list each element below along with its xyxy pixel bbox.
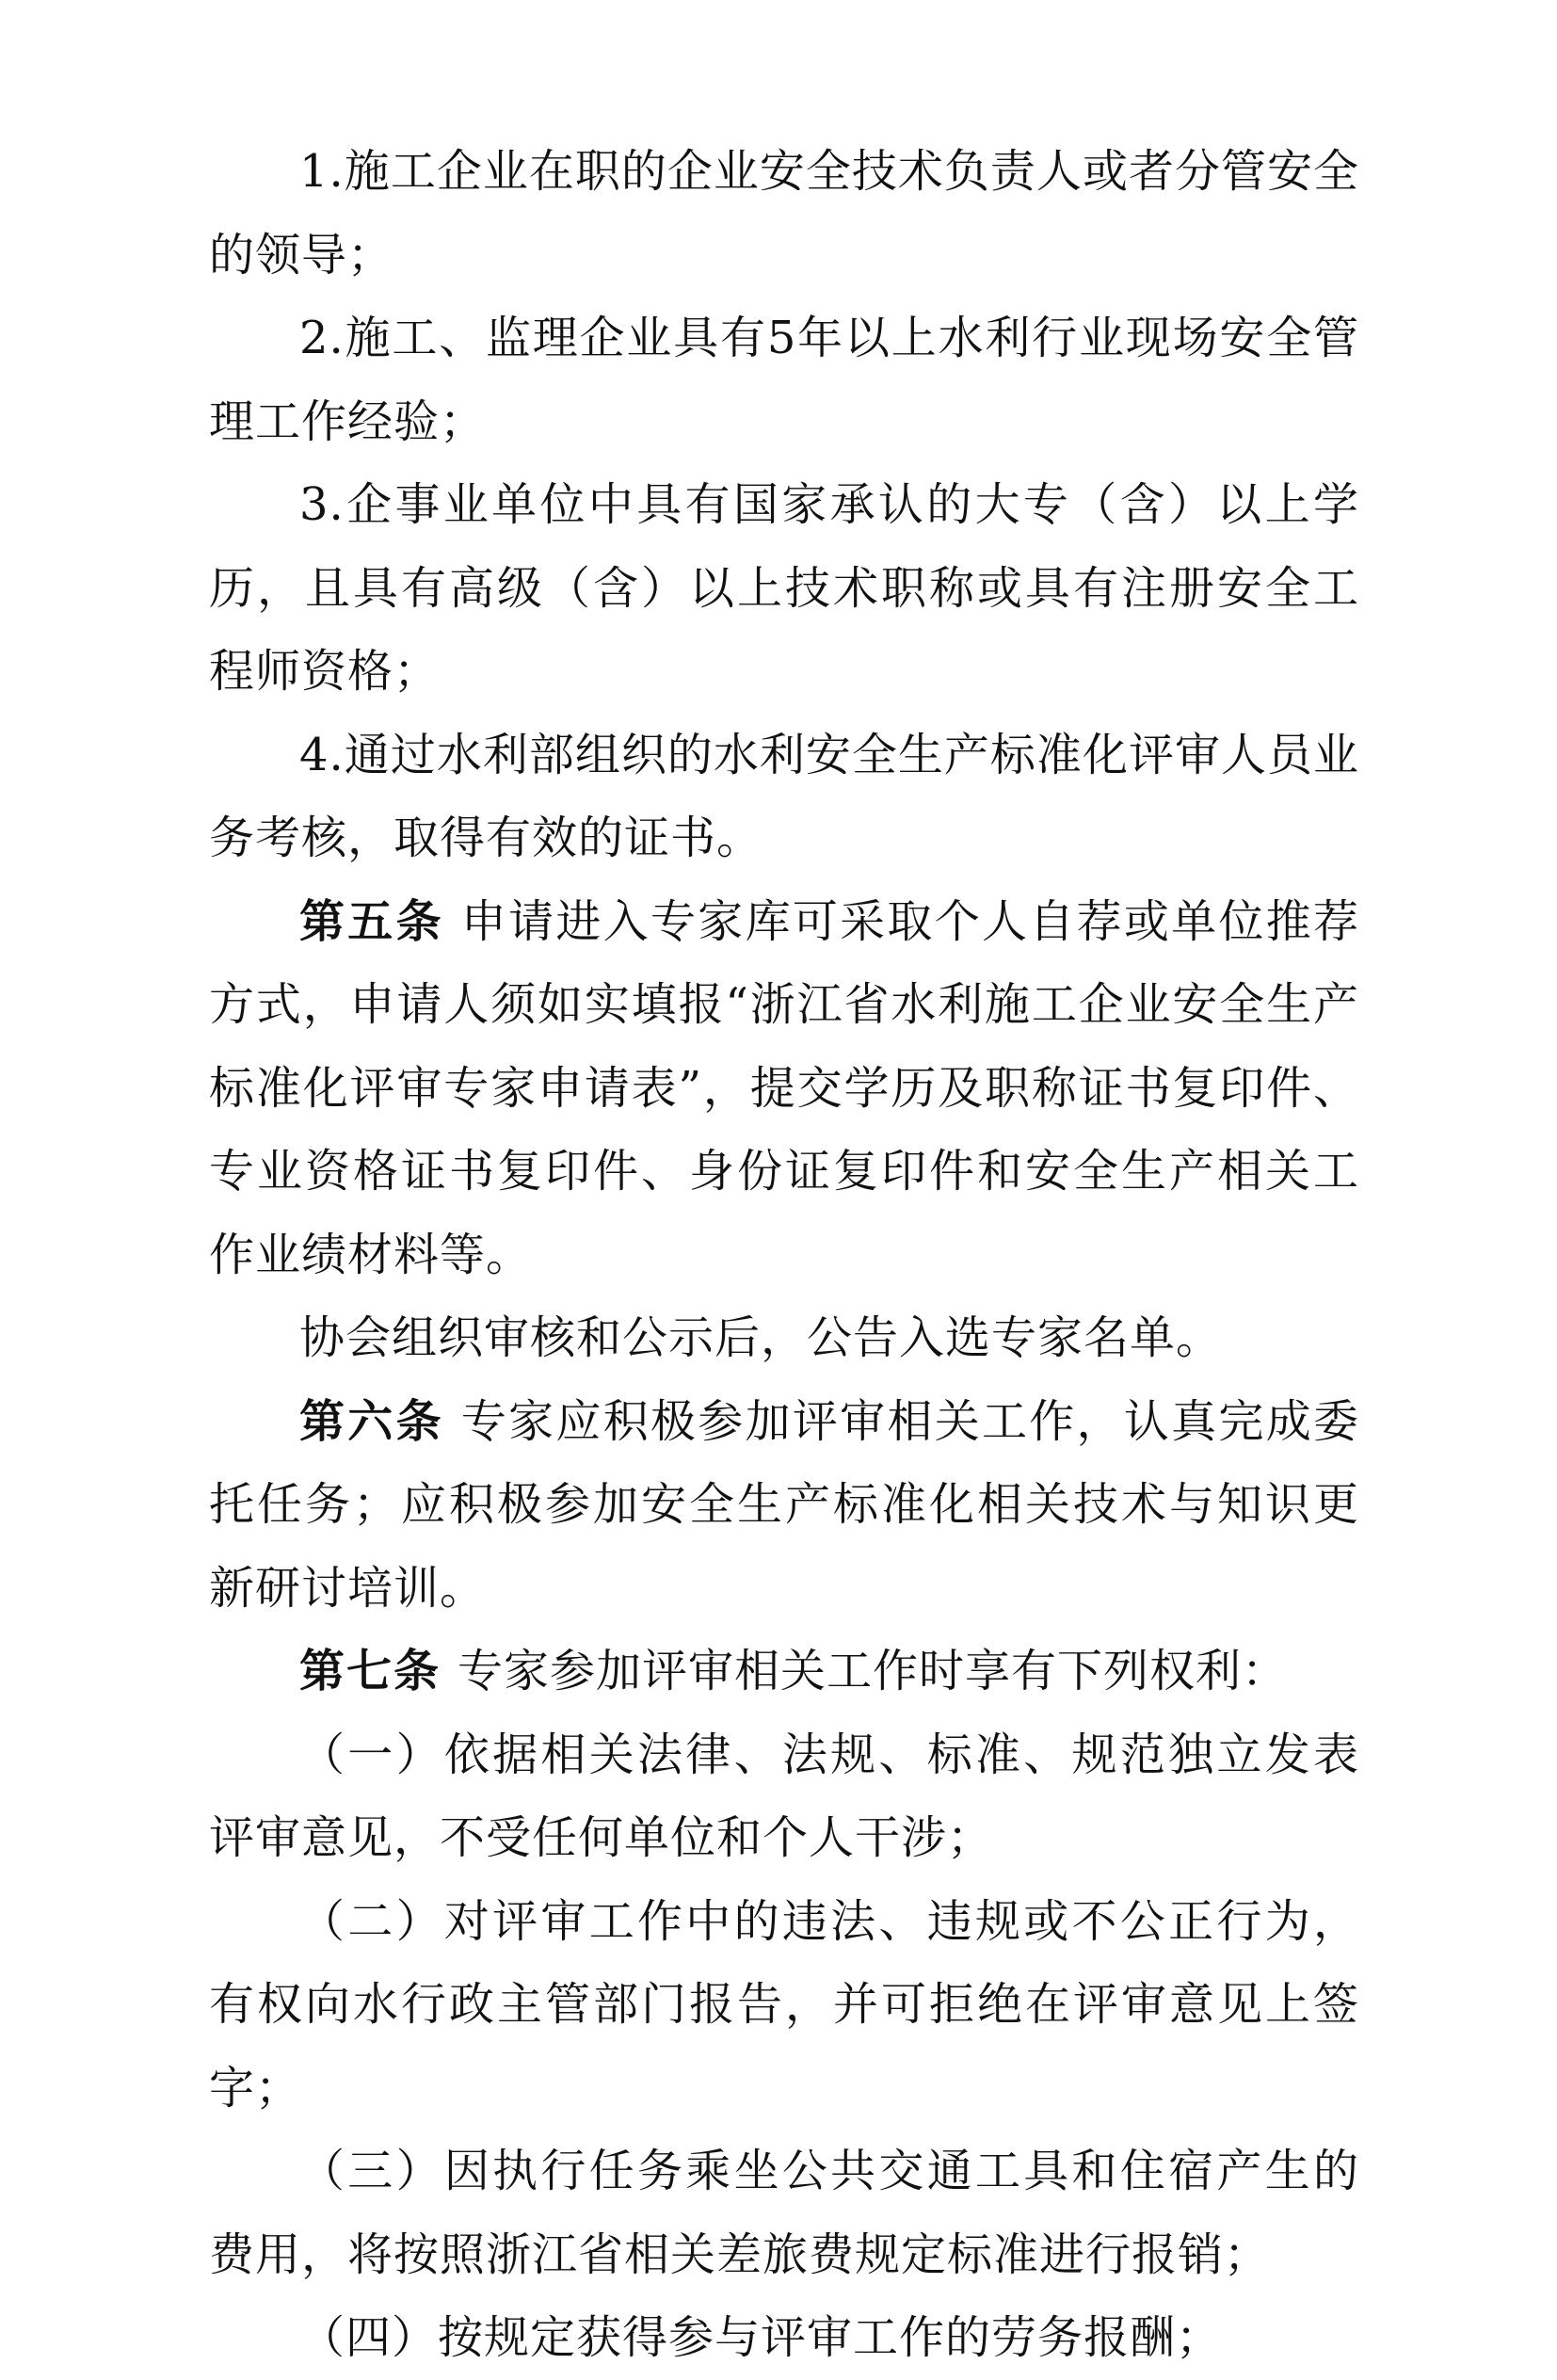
paragraph-text: （三）因执行任务乘坐公共交通工具和住宿产生的费用，将按照浙江省相关差旅费规定标准进行报销； [209,2145,1359,2281]
paragraph-text: （二）对评审工作中的违法、违规或不公正行为，有权向水行政主管部门报告，并可拒绝在评审意见上签字； [209,1894,1359,2115]
paragraph-item-3 [209,463,1359,714]
paragraph-text: （四）按规定获得参与评审工作的劳务报酬； [299,2311,1223,2364]
paragraph-text: 4.通过水利部组织的水利安全生产标准化评审人员业务考核，取得有效的证书。 [209,728,1359,864]
article-label: 第六条 [299,1394,444,1448]
paragraph-text: 专家参加评审相关工作时享有下列权利： [457,1645,1289,1697]
article-label: 第七条 [299,1645,441,1697]
paragraph-notice [209,1296,1359,1380]
paragraph-text: 1.施工企业在职的企业安全技术负责人或者分管安全的领导； [209,145,1359,281]
right-item-1 [209,1713,1359,1880]
right-item-4 [209,2296,1359,2380]
right-item-2 [209,1880,1359,2131]
paragraph-item-4 [209,714,1359,880]
article-7 [209,1630,1359,1713]
article-label: 第五条 [299,894,444,948]
paragraph-text: 专家应积极参加评审相关工作，认真完成委托任务；应积极参加安全生产标准化相关技术与知识更新研讨培训。 [209,1394,1359,1615]
paragraph-text: 协会组织审核和公示后，公告入选专家名单。 [299,1311,1223,1364]
paragraph-text: （一）依据相关法律、法规、标准、规范独立发表评审意见，不受任何单位和个人干涉； [209,1728,1359,1864]
paragraph-item-2 [209,297,1359,463]
paragraph-text: 3.企事业单位中具有国家承认的大专（含）以上学历，且具有高级（含）以上技术职称或具有注册安全工程师资格； [209,478,1359,698]
paragraph-text: 2.施工、监理企业具有5年以上水利行业现场安全管理工作经验； [209,312,1359,448]
paragraph-text: 申请进入专家库可采取个人自荐或单位推荐方式，申请人须如实填报“浙江省水利施工企业安全生产标准化评审专家申请表”，提交学历及职称证书复印件、专业资格证书复印件、身份证复印件和安全生产相关工作业绩材料等。 [209,894,1359,1281]
document-body [209,130,1359,2380]
right-item-3 [209,2130,1359,2296]
article-5 [209,880,1359,1297]
paragraph-item-1 [209,130,1359,297]
article-6 [209,1380,1359,1631]
